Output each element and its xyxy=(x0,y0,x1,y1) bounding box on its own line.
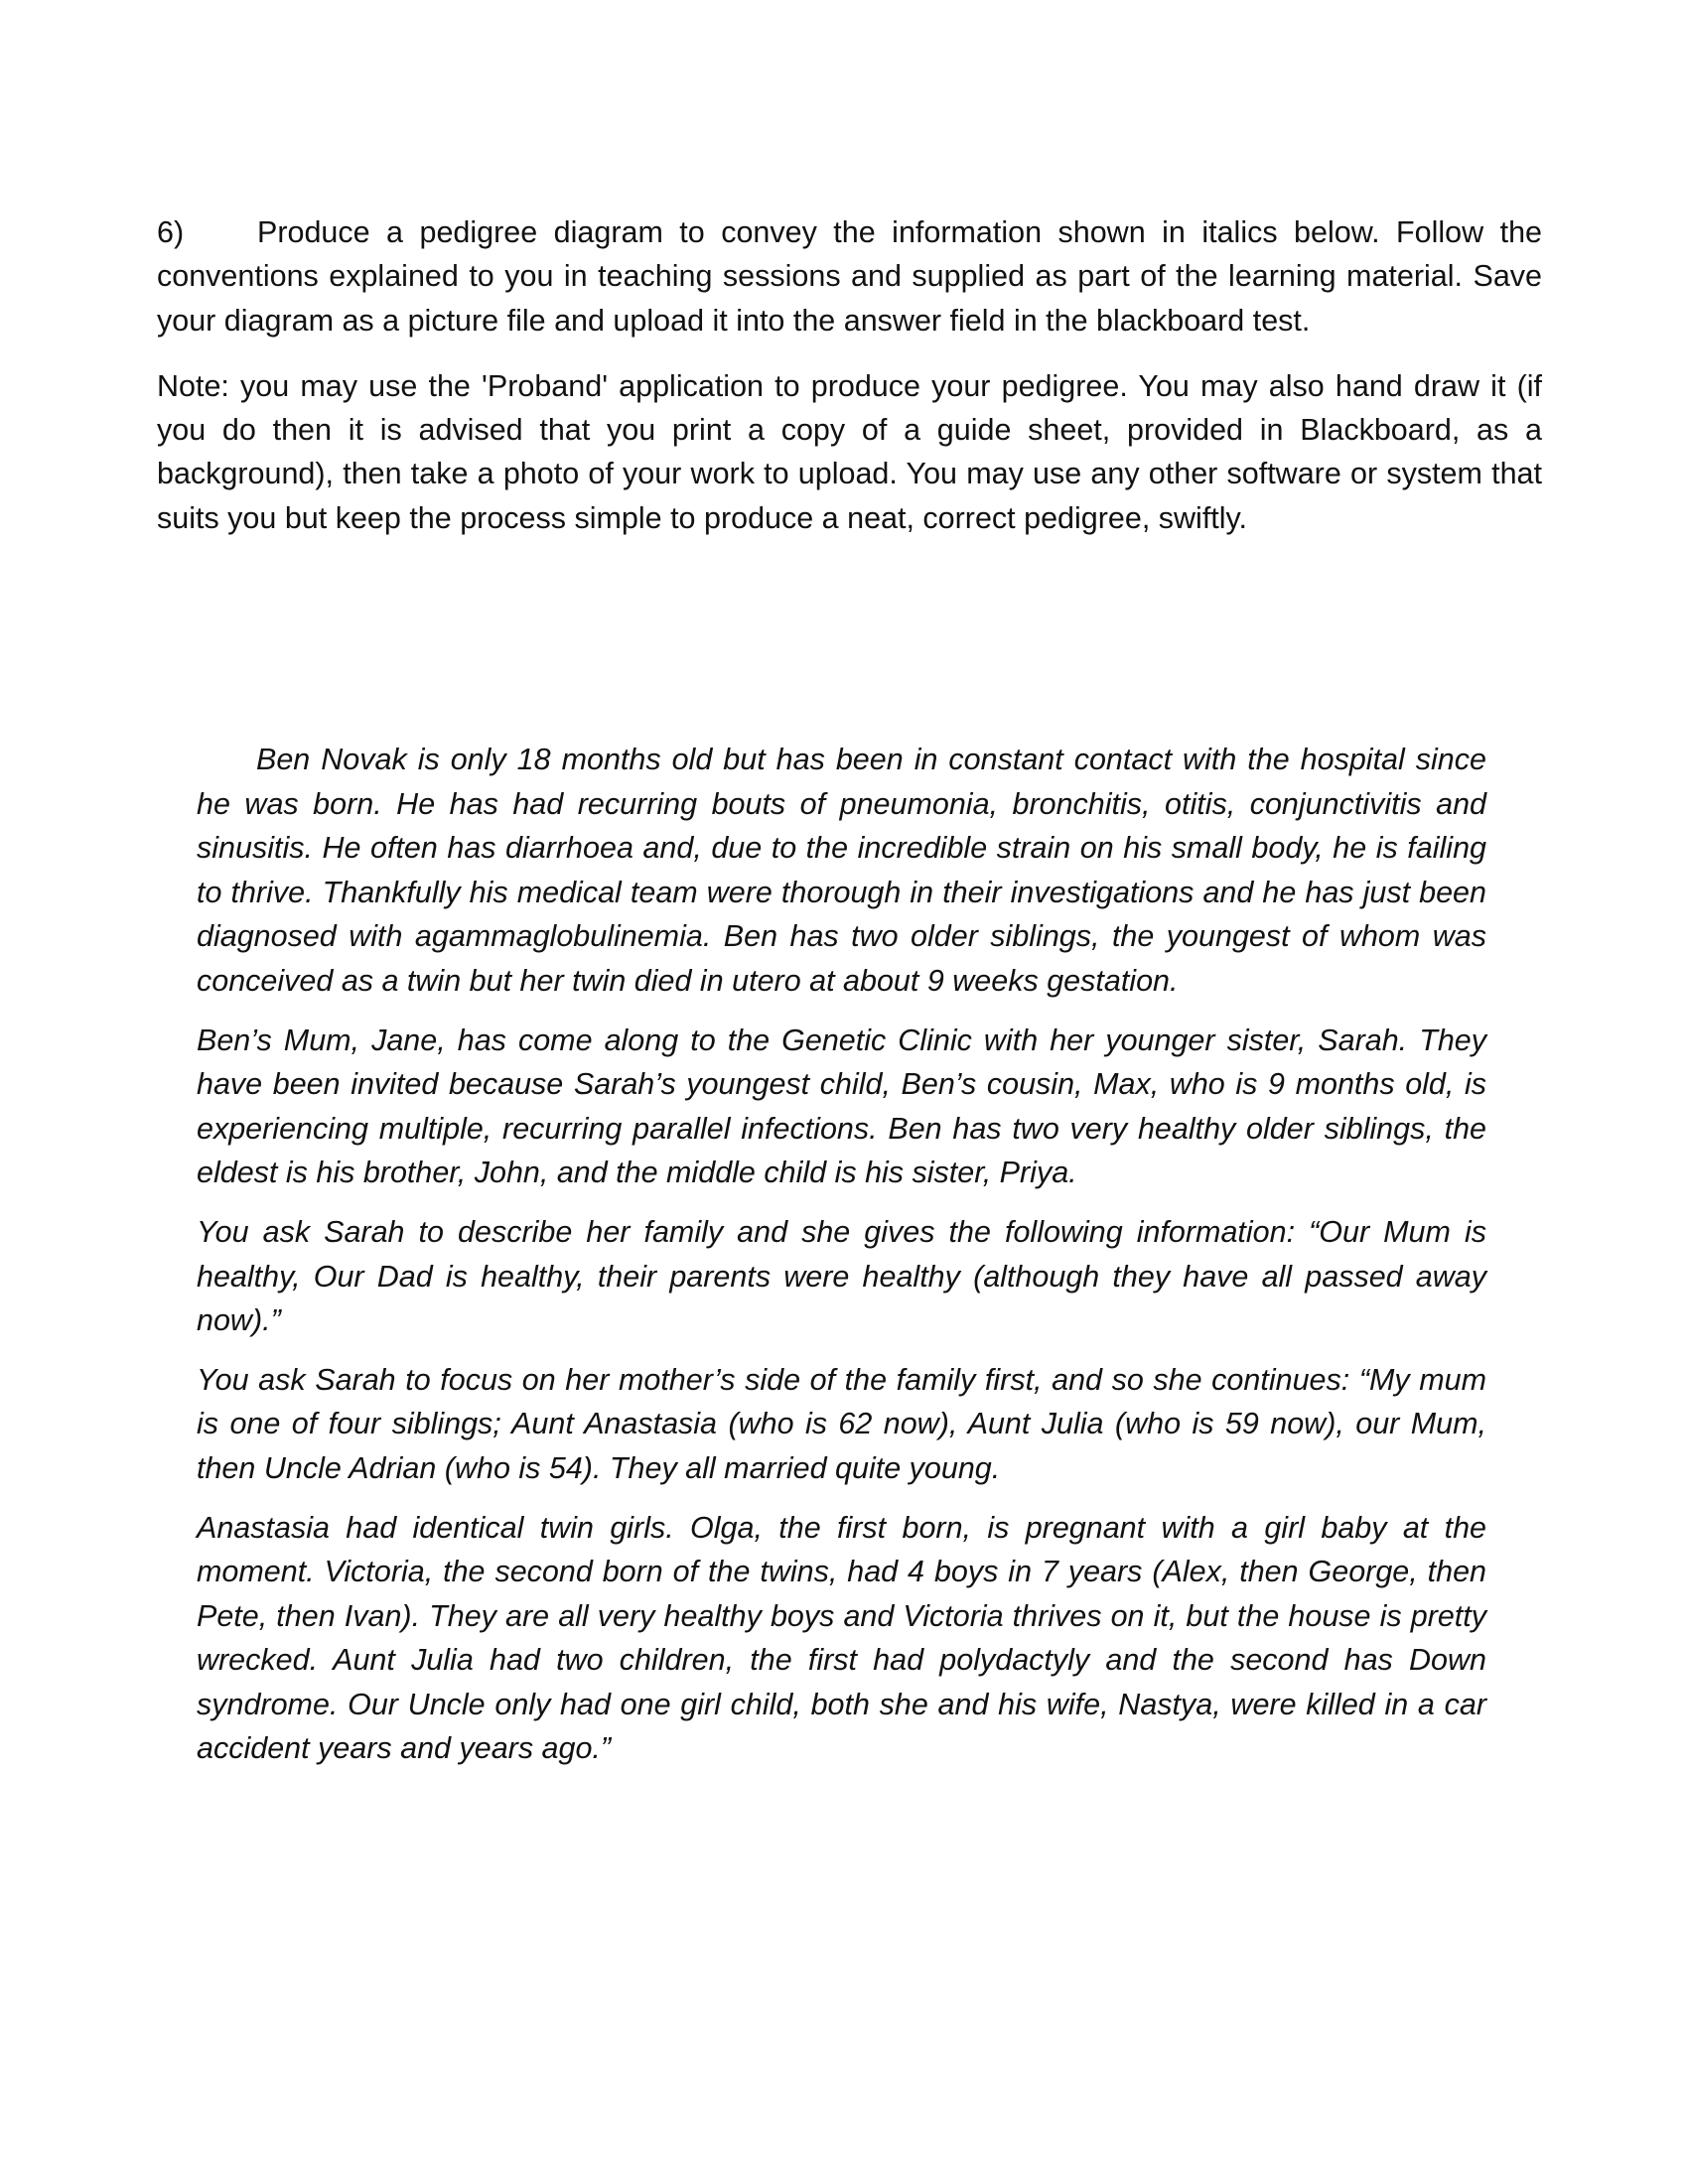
case-paragraph: You ask Sarah to describe her family and she gives the following information: “Our Mum is healthy, Our Dad is healthy, their parents were healthy (although they have all passed away now).” xyxy=(197,1214,1486,1338)
question-note: Note: you may use the 'Proband' application to produce your pedigree. You may also hand draw it (if you do then it is advised that you print a copy of a guide sheet, provided in Blackboard, as a background), then take a photo of your work to upload. You may use any other software or system that suits you but keep the process simple to produce a neat, correct pedigree, swiftly. xyxy=(157,368,1542,535)
instruction-text: Produce a pedigree diagram to convey the information shown in italics below. Follow the conventions explained to you in teaching sessions and supplied as part of the learning material. Save your diagram as a picture file and upload it into the answer field in the blackboard test. xyxy=(157,215,1542,338)
case-paragraph: Ben Novak is only 18 months old but has been in constant contact with the hospital since he was born. He has had recurring bouts of pneumonia, bronchitis, otitis, conjunctivitis and sinusitis. He often has diarrhoea and, due to the incredible strain on his small body, he is failing to thrive. Thankfully his medical team were thorough in their investigations and he has just been diagnosed with agammaglobulinemia. Ben has two older siblings, the youngest of whom was conceived as a twin but her twin died in utero at about 9 weeks gestation. xyxy=(197,743,1486,998)
question-instruction xyxy=(157,210,1542,342)
case-paragraph: Anastasia had identical twin girls. Olga, the first born, is pregnant with a girl baby at the moment. Victoria, the second born of the twins, had 4 boys in 7 years (Alex, then George, then Pete, then Ivan). They are all very healthy boys and Victoria thrives on it, but the house is pretty wrecked. Aunt Julia had two children, the first had polydactyly and the second has Down syndrome. Our Uncle only had one girl child, both she and his wife, Nastya, were killed in a car accident years and years ago.” xyxy=(197,1510,1486,1766)
question-block xyxy=(157,210,1542,562)
case-study xyxy=(197,738,1486,1786)
case-paragraph: Ben’s Mum, Jane, has come along to the Genetic Clinic with her younger sister, Sarah. They have been invited because Sarah’s youngest child, Ben’s cousin, Max, who is 9 months old, is experiencing multiple, recurring parallel infections. Ben has two very healthy older siblings, the eldest is his brother, John, and the middle child is his sister, Priya. xyxy=(197,1023,1486,1190)
case-paragraph: You ask Sarah to focus on her mother’s side of the family first, and so she continues: “My mum is one of four siblings; Aunt Anastasia (who is 62 now), Aunt Julia (who is 59 now), our Mum, then Uncle Adrian (who is 54). They all married quite young. xyxy=(197,1362,1486,1485)
question-number: 6) xyxy=(157,215,185,249)
